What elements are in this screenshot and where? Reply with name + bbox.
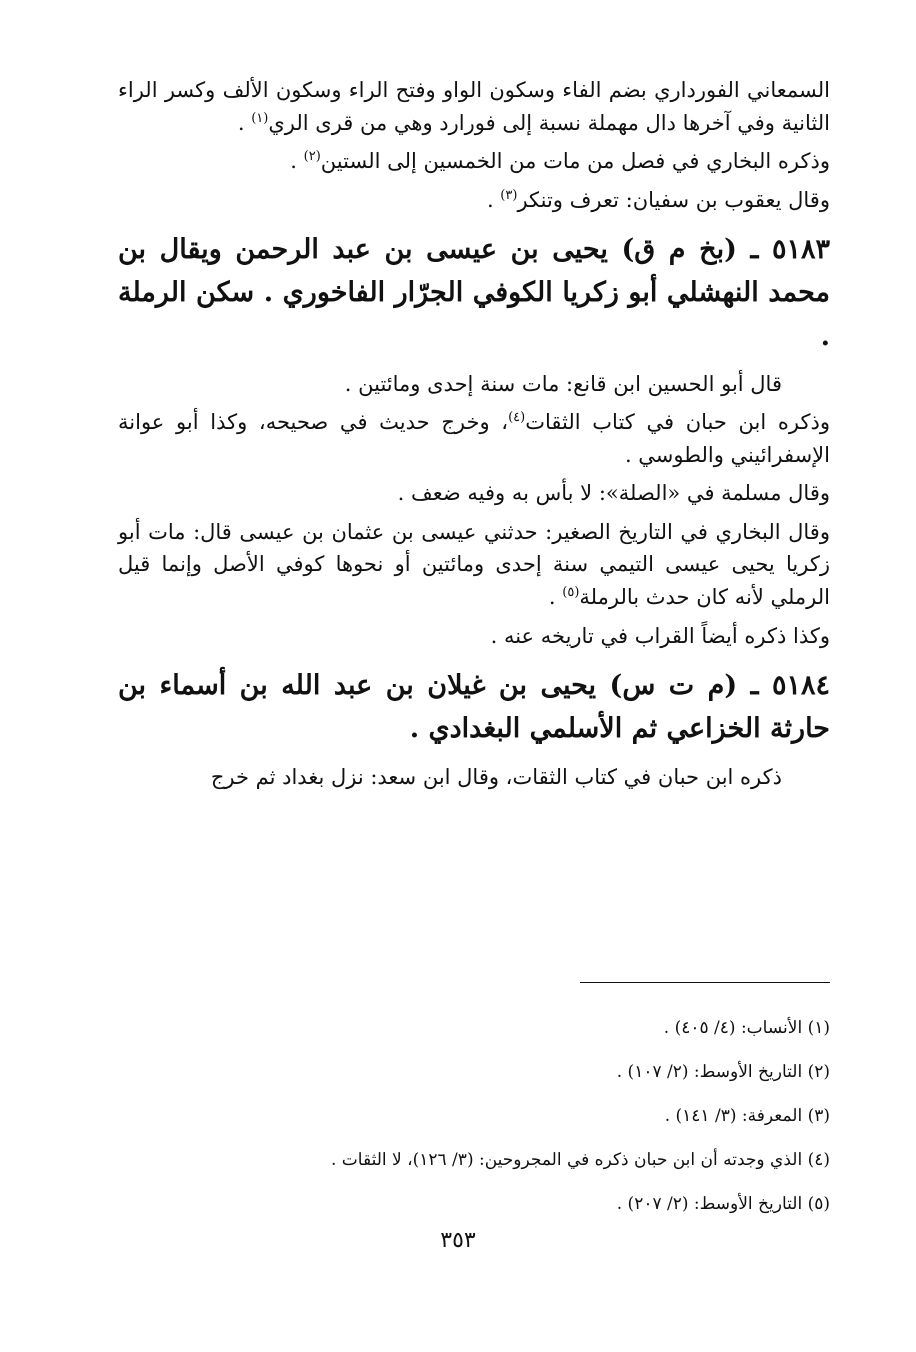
entry-heading-5183: ٥١٨٣ ـ (بخ م ق) يحيى بن عيسى بن عبد الرحمن ويقال بن محمد النهشلي أبو زكريا الكوفي الجرّار الفاخوري . سكن الرملة . xyxy=(118,234,830,352)
entry-5183-bukhari-saghir-text: وقال البخاري في التاريخ الصغير: حدثني عيسى بن عثمان بن عيسى قال: مات أبو زكريا يحيى عيسى التيمي سنة إحدى ومائتين أو نحوها كوفي الأصل وإنما قيل الرملي لأنه كان حدث بالرملة xyxy=(118,519,830,610)
paragraph-bukhari-text: وذكره البخاري في فصل من مات من الخمسين إلى الستين xyxy=(320,149,830,174)
footnotes-list xyxy=(110,1006,830,1226)
entry-5183-ibn-hibban xyxy=(118,406,830,471)
paragraph-bukhari-end: . xyxy=(290,149,304,174)
paragraph-bukhari xyxy=(118,145,830,178)
footnote-ref-4: (٤) xyxy=(508,410,526,426)
footnote-5: (٥) التاريخ الأوسط: (٢/ ٢٠٧) . xyxy=(616,1194,830,1214)
footnote-ref-5: (٥) xyxy=(562,585,580,601)
footnote-divider xyxy=(580,982,830,983)
entry-5183-qani: قال أبو الحسين ابن قانع: مات سنة إحدى ومائتين . xyxy=(344,371,782,396)
entry-heading-5184: ٥١٨٤ ـ (م ت س) يحيى بن غيلان بن عبد الله بن أسماء بن حارثة الخزاعي ثم الأسلمي البغدادي . xyxy=(118,670,830,745)
footnote-ref-1: (١) xyxy=(251,110,269,126)
entry-5184-ibn-hibban: ذكره ابن حبان في كتاب الثقات، وقال ابن سعد: نزل بغداد ثم خرج xyxy=(210,764,782,789)
entry-5183-ibn-hibban-text-a: وذكره ابن حبان في كتاب الثقات xyxy=(525,410,830,435)
entry-5183-maslama: وقال مسلمة في «الصلة»: لا بأس به وفيه ضعف . xyxy=(397,481,830,506)
paragraph-yaqub-end: . xyxy=(486,187,501,212)
footnote-2: (٢) التاريخ الأوسط: (٢/ ١٠٧) . xyxy=(616,1062,830,1082)
paragraph-nisba xyxy=(118,74,830,139)
entry-5183-qarrab: وكذا ذكره أيضاً القراب في تاريخه عنه . xyxy=(490,623,830,648)
footnote-3: (٣) المعرفة: (٣/ ١٤١) . xyxy=(664,1106,830,1126)
paragraph-nisba-end: . xyxy=(237,110,252,135)
footnote-4: (٤) الذي وجدته أن ابن حبان ذكره في المجروحين: (٣/ ١٢٦)، لا الثقات . xyxy=(331,1150,830,1170)
entry-5183-ibn-hibban-text-b: ، وخرج حديث في صحيحه، وكذا أبو عوانة الإسفرائيني والطوسي . xyxy=(118,410,830,467)
main-text xyxy=(118,74,830,793)
footnote-ref-2: (٢) xyxy=(303,149,321,165)
entry-5183-bukhari-saghir xyxy=(118,516,830,614)
paragraph-yaqub-text: وقال يعقوب بن سفيان: تعرف وتنكر xyxy=(517,187,830,212)
page-number: ٣٥٣ xyxy=(440,1228,476,1253)
footnote-ref-3: (٣) xyxy=(500,187,518,203)
entry-5183-bukhari-saghir-end: . xyxy=(548,585,563,610)
paragraph-yaqub xyxy=(118,184,830,217)
footnote-1: (١) الأنساب: (٤/ ٤٠٥) . xyxy=(663,1018,830,1038)
paragraph-nisba-text: السمعاني الفورداري بضم الفاء وسكون الواو وفتح الراء وسكون الألف وكسر الراء الثانية وفي آخرها دال مهملة نسبة إلى فورارد وهي من قرى الري xyxy=(118,78,830,135)
